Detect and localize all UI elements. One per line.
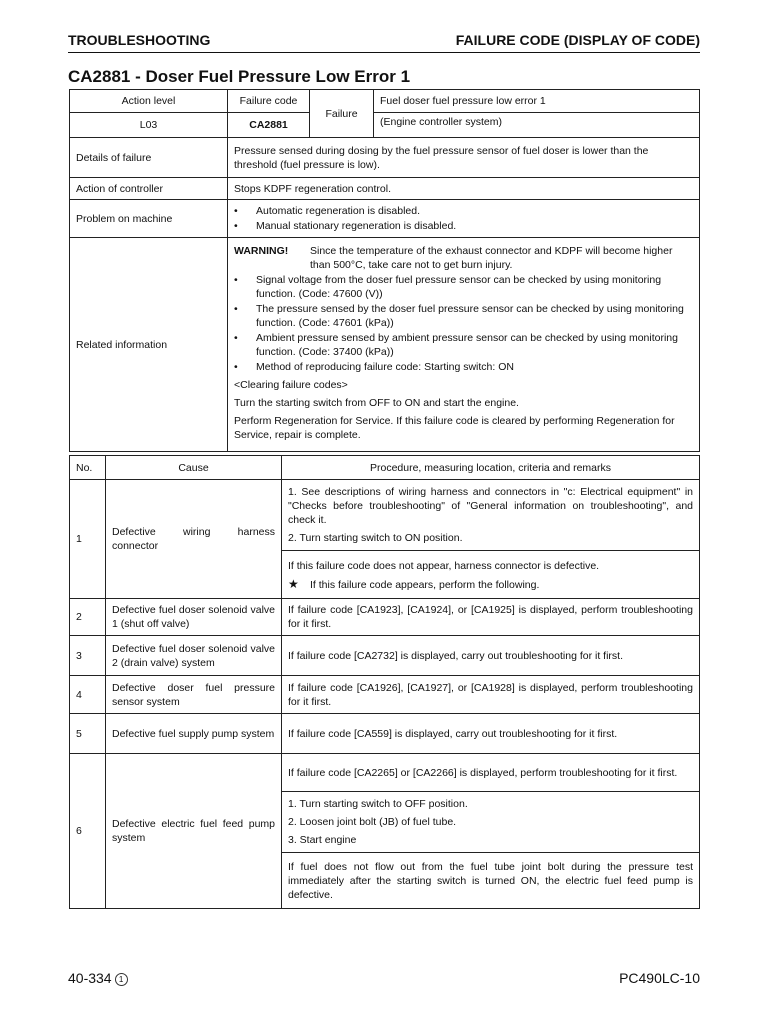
procedure-line: If failure code [CA2265] or [CA2266] is displayed, perform troubleshooting for it first.	[288, 766, 678, 779]
related-label: Related information	[70, 238, 228, 452]
cause-text: Defective fuel doser solenoid valve 2 (drain valve) system	[106, 636, 282, 676]
procedure-line: If this failure code does not appear, harness connector is defective.	[288, 559, 600, 572]
procedure-block	[282, 480, 699, 551]
problem-item: • Automatic regeneration is disabled.	[234, 205, 421, 217]
cause-text: Defective fuel supply pump system	[106, 714, 282, 754]
failure-name-line1: Fuel doser fuel pressure low error 1	[380, 95, 546, 107]
cause-procedure	[282, 754, 700, 909]
action-controller-value: Stops KDPF regeneration control.	[228, 178, 700, 200]
failure-label: Failure	[310, 90, 374, 138]
page-title: CA2881 - Doser Fuel Pressure Low Error 1	[68, 67, 411, 86]
cause-text: Defective wiring harness connector	[106, 480, 282, 599]
cause-number: 3	[70, 636, 106, 676]
cause-row	[70, 480, 700, 599]
failure-code-value: CA2881	[228, 113, 310, 138]
cause-procedure	[282, 480, 700, 599]
cause-procedure	[282, 676, 700, 714]
procedure-line: 2. Turn starting switch to ON position.	[288, 532, 463, 544]
clearing-step-1: Turn the starting switch from OFF to ON and start the engine.	[234, 397, 519, 409]
procedure-line: If failure code [CA2732] is displayed, carry out troubleshooting for it first.	[288, 649, 624, 662]
procedure-block	[288, 603, 693, 631]
procedure-block	[288, 727, 693, 741]
cause-number: 6	[70, 754, 106, 909]
related-item: • Signal voltage from the doser fuel pressure sensor can be checked by using monitoring function. (Code: 47600 (V))	[234, 274, 662, 300]
procedure-line: If failure code [CA1926], [CA1927], or [CA1928] is displayed, perform troubleshooting for it first.	[288, 681, 693, 708]
action-level-label: Action level	[70, 90, 228, 113]
details-label: Details of failure	[70, 138, 228, 178]
cause-procedure	[282, 636, 700, 676]
header-section-title: TROUBLESHOOTING	[68, 32, 211, 48]
col-no-header: No.	[70, 456, 106, 480]
procedure-line: 1. Turn starting switch to OFF position.	[288, 798, 468, 810]
cause-row	[70, 676, 700, 714]
causes-rows	[70, 480, 700, 909]
star-note-text: If this failure code appears, perform the following.	[310, 578, 540, 591]
failure-system	[374, 113, 700, 138]
cause-row	[70, 636, 700, 676]
col-procedure-header: Procedure, measuring location, criteria and remarks	[282, 456, 700, 480]
related-item: • Method of reproducing failure code: Starting switch: ON	[234, 361, 514, 373]
related-item: • Ambient pressure sensed by ambient pressure sensor can be checked by using monitoring function. (Code: 37400 (kPa))	[234, 332, 678, 358]
procedure-block	[282, 853, 699, 908]
cause-text: Defective doser fuel pressure sensor system	[106, 676, 282, 714]
problem-label: Problem on machine	[70, 200, 228, 238]
cause-row	[70, 599, 700, 636]
cause-number: 1	[70, 480, 106, 599]
cause-number: 5	[70, 714, 106, 754]
failure-info-table	[69, 89, 700, 452]
details-value: Pressure sensed during dosing by the fuel pressure sensor of fuel doser is lower than the threshold (fuel pressure is low).	[228, 138, 700, 178]
warning-label: WARNING!	[234, 245, 289, 257]
failure-code-label: Failure code	[228, 90, 310, 113]
cause-procedure	[282, 714, 700, 754]
action-level-value: L03	[70, 113, 228, 138]
procedure-line: If failure code [CA1923], [CA1924], or [CA1925] is displayed, perform troubleshooting for it first.	[288, 604, 693, 630]
related-value	[228, 238, 700, 452]
clearing-step-2: Perform Regeneration for Service. If this failure code is cleared by performing Regeneration for Service, repair is complete.	[234, 415, 675, 441]
warning-note	[234, 244, 693, 272]
cause-number: 2	[70, 599, 106, 636]
failure-name-line2: (Engine controller system)	[380, 116, 502, 128]
failure-name	[374, 90, 700, 113]
problem-item: • Manual stationary regeneration is disabled.	[234, 220, 457, 232]
action-controller-label: Action of controller	[70, 178, 228, 200]
cause-row	[70, 714, 700, 754]
page-number: 40-334 1	[68, 970, 128, 986]
cause-text: Defective electric fuel feed pump system	[106, 754, 282, 909]
procedure-line: 1. See descriptions of wiring harness and connectors in "c: Electrical equipment" in "Checks before troubleshooting" of "General information on troubleshooting", and check it.	[288, 486, 693, 526]
procedure-line: If fuel does not flow out from the fuel tube joint bolt during the pressure test immediately after the starting switch is turned ON, the electric fuel feed pump is defective.	[288, 860, 693, 901]
clearing-heading: <Clearing failure codes>	[234, 379, 348, 391]
procedure-block	[282, 551, 699, 598]
header-chapter-title: FAILURE CODE (DISPLAY OF CODE)	[455, 32, 700, 48]
causes-table	[69, 455, 700, 909]
cause-row	[70, 754, 700, 909]
related-item: • The pressure sensed by the doser fuel pressure sensor can be checked by using monitoring function. (Code: 47601 (kPa))	[234, 303, 684, 329]
procedure-block	[288, 649, 693, 663]
warning-text: Since the temperature of the exhaust connector and KDPF will become higher than 500°C, take care not to get burn injury.	[310, 245, 673, 271]
cause-number: 4	[70, 676, 106, 714]
procedure-block	[288, 681, 693, 709]
col-cause-header: Cause	[106, 456, 282, 480]
cause-procedure	[282, 599, 700, 636]
star-note	[288, 578, 693, 592]
procedure-line: 3. Start engine	[288, 834, 357, 846]
procedure-block	[282, 792, 699, 853]
star-icon: ★	[288, 576, 299, 591]
model-name: PC490LC-10	[619, 970, 700, 986]
procedure-line: If failure code [CA559] is displayed, carry out troubleshooting for it first.	[288, 727, 618, 740]
procedure-line: 2. Loosen joint bolt (JB) of fuel tube.	[288, 816, 457, 828]
procedure-block	[282, 754, 699, 792]
cause-text: Defective fuel doser solenoid valve 1 (shut off valve)	[106, 599, 282, 636]
revision-icon: 1	[115, 973, 128, 986]
page-header	[68, 32, 700, 53]
problem-value	[228, 200, 700, 238]
